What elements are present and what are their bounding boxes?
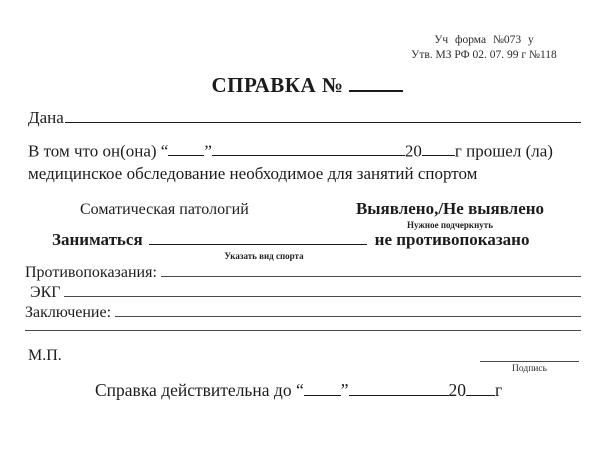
statement-prefix: В том что он(она) “: [28, 141, 169, 161]
statement-day-blank: [168, 141, 204, 156]
ecg-blank: [64, 282, 581, 297]
statement-line-2: медицинское обследование необходимое для занятий спортом: [28, 164, 478, 183]
underline-needed-hint: Нужное подчеркнуть: [407, 220, 493, 230]
sport-kind-blank: [149, 230, 367, 245]
form-approval-block: [408, 33, 560, 63]
contraindications-row: [25, 262, 581, 282]
statement-month-blank: [212, 141, 405, 156]
issued-to-blank: [65, 107, 581, 123]
somatic-result-label: Выявлено,/Не выявлено: [355, 199, 545, 218]
statement-year-prefix: 20: [404, 141, 422, 161]
statement-suffix: г прошел (ла): [454, 141, 553, 161]
conclusion-blank: [115, 302, 581, 317]
engage-label: Заниматься: [52, 230, 143, 250]
signature-label: Подпись: [512, 364, 547, 374]
sport-kind-hint: Указать вид спорта: [224, 251, 304, 261]
validity-row: [95, 380, 502, 401]
issued-to-label: Дана: [28, 108, 64, 128]
not-contraindicated-label: не противопоказано: [374, 230, 530, 250]
statement-close-quote: ”: [204, 141, 212, 161]
statement-line-1: [28, 141, 553, 161]
contraindications-blank: [161, 262, 581, 277]
page-title: [0, 72, 614, 98]
validity-suffix: г: [495, 380, 503, 400]
certificate-number-blank: [349, 72, 403, 92]
validity-year-blank: [466, 380, 495, 396]
validity-prefix: Справка действительна до “: [95, 380, 304, 400]
stamp-place-label: М.П.: [28, 347, 62, 364]
engage-row: [52, 230, 529, 250]
ecg-row: [30, 282, 581, 302]
contraindications-label: Противопоказания:: [25, 264, 157, 282]
conclusion-extra-blank: [25, 317, 581, 331]
somatic-result-block: [352, 199, 548, 230]
ecg-label: ЭКГ: [30, 284, 61, 302]
somatic-pathology-label: Соматическая патологий: [80, 201, 249, 218]
conclusion-label: Заключение:: [25, 304, 112, 322]
validity-month-blank: [349, 380, 449, 396]
validity-year-prefix: 20: [448, 380, 466, 400]
title-text: СПРАВКА №: [211, 72, 344, 97]
issued-to-row: [28, 107, 581, 128]
validity-close-quote: ”: [340, 380, 349, 400]
form-number-line: Уч форма №073 у: [434, 34, 534, 46]
signature-block: [480, 344, 579, 374]
statement-year-blank: [422, 141, 455, 156]
form-approved-line: Утв. МЗ РФ 02. 07. 99 г №118: [411, 49, 557, 61]
validity-day-blank: [304, 380, 341, 396]
signature-blank: [480, 344, 579, 362]
